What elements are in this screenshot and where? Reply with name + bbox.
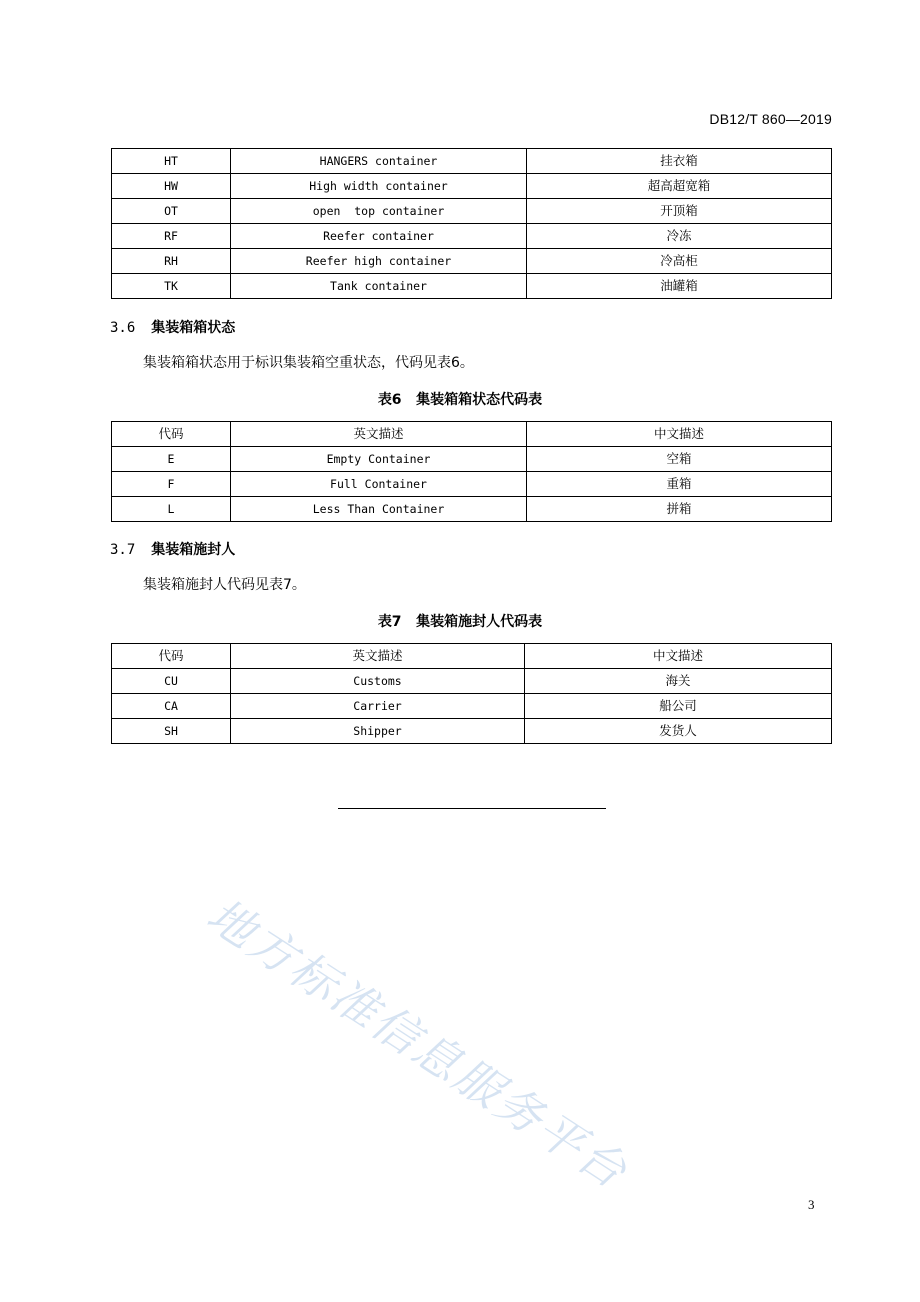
code-cell: CA [112, 694, 231, 719]
chinese-cell: 开顶箱 [527, 199, 832, 224]
table-row [112, 224, 832, 249]
chinese-cell: 空箱 [527, 447, 832, 472]
chinese-cell: 超高超宽箱 [527, 174, 832, 199]
chinese-cell: 发货人 [525, 719, 832, 744]
code-cell: RH [112, 249, 231, 274]
header-english: 英文描述 [231, 422, 527, 447]
code-cell: F [112, 472, 231, 497]
chinese-cell: 重箱 [527, 472, 832, 497]
chinese-cell: 拼箱 [527, 497, 832, 522]
table-row [112, 149, 832, 174]
chinese-cell: 冷高柜 [527, 249, 832, 274]
chinese-cell: 冷冻 [527, 224, 832, 249]
english-cell: High width container [231, 174, 527, 199]
header-english: 英文描述 [231, 644, 525, 669]
table-row [112, 274, 832, 299]
table-row [112, 199, 832, 224]
watermark: 地方标准信息服务平台 [197, 887, 639, 1200]
code-cell: SH [112, 719, 231, 744]
code-cell: HT [112, 149, 231, 174]
chinese-cell: 油罐箱 [527, 274, 832, 299]
english-cell: Tank container [231, 274, 527, 299]
header-chinese: 中文描述 [525, 644, 832, 669]
section-title: 集装箱箱状态 [151, 320, 236, 336]
chinese-cell: 挂衣箱 [527, 149, 832, 174]
code-cell: OT [112, 199, 231, 224]
table-row [112, 174, 832, 199]
header-chinese: 中文描述 [527, 422, 832, 447]
english-cell: Full Container [231, 472, 527, 497]
english-cell: Reefer high container [231, 249, 527, 274]
section-paragraph: 集装箱施封人代码见表7。 [143, 577, 306, 593]
table-row [112, 472, 832, 497]
section-heading-3-7 [110, 539, 235, 559]
section-paragraph: 集装箱箱状态用于标识集装箱空重状态，代码见表6。 [143, 355, 474, 371]
chinese-cell: 海关 [525, 669, 832, 694]
code-cell: CU [112, 669, 231, 694]
english-cell: Shipper [231, 719, 525, 744]
english-cell: Empty Container [231, 447, 527, 472]
code-cell: RF [112, 224, 231, 249]
english-cell: Carrier [231, 694, 525, 719]
table-header-row [112, 422, 832, 447]
document-id: DB12/T 860—2019 [709, 111, 832, 127]
container-status-table [111, 421, 832, 522]
table-row [112, 497, 832, 522]
table-row [112, 669, 832, 694]
container-type-table-continued [111, 148, 832, 299]
code-cell: L [112, 497, 231, 522]
table-caption-6: 表6 集装箱箱状态代码表 [377, 392, 543, 408]
english-cell: open top container [231, 199, 527, 224]
english-cell: Reefer container [231, 224, 527, 249]
code-cell: HW [112, 174, 231, 199]
header-code: 代码 [112, 644, 231, 669]
table-row [112, 719, 832, 744]
table-header-row [112, 644, 832, 669]
chinese-cell: 船公司 [525, 694, 832, 719]
header-code: 代码 [112, 422, 231, 447]
table-caption-7: 表7 集装箱施封人代码表 [377, 614, 543, 630]
table-row [112, 447, 832, 472]
code-cell: E [112, 447, 231, 472]
page-number: 3 [808, 1197, 815, 1212]
english-cell: HANGERS container [231, 149, 527, 174]
english-cell: Less Than Container [231, 497, 527, 522]
table-row [112, 694, 832, 719]
section-number: 3.7 [110, 542, 136, 558]
end-of-document-rule [338, 808, 606, 809]
table-row [112, 249, 832, 274]
container-sealer-table [111, 643, 832, 744]
section-heading-3-6 [110, 317, 235, 337]
english-cell: Customs [231, 669, 525, 694]
section-title: 集装箱施封人 [151, 542, 236, 558]
section-number: 3.6 [110, 320, 136, 336]
code-cell: TK [112, 274, 231, 299]
